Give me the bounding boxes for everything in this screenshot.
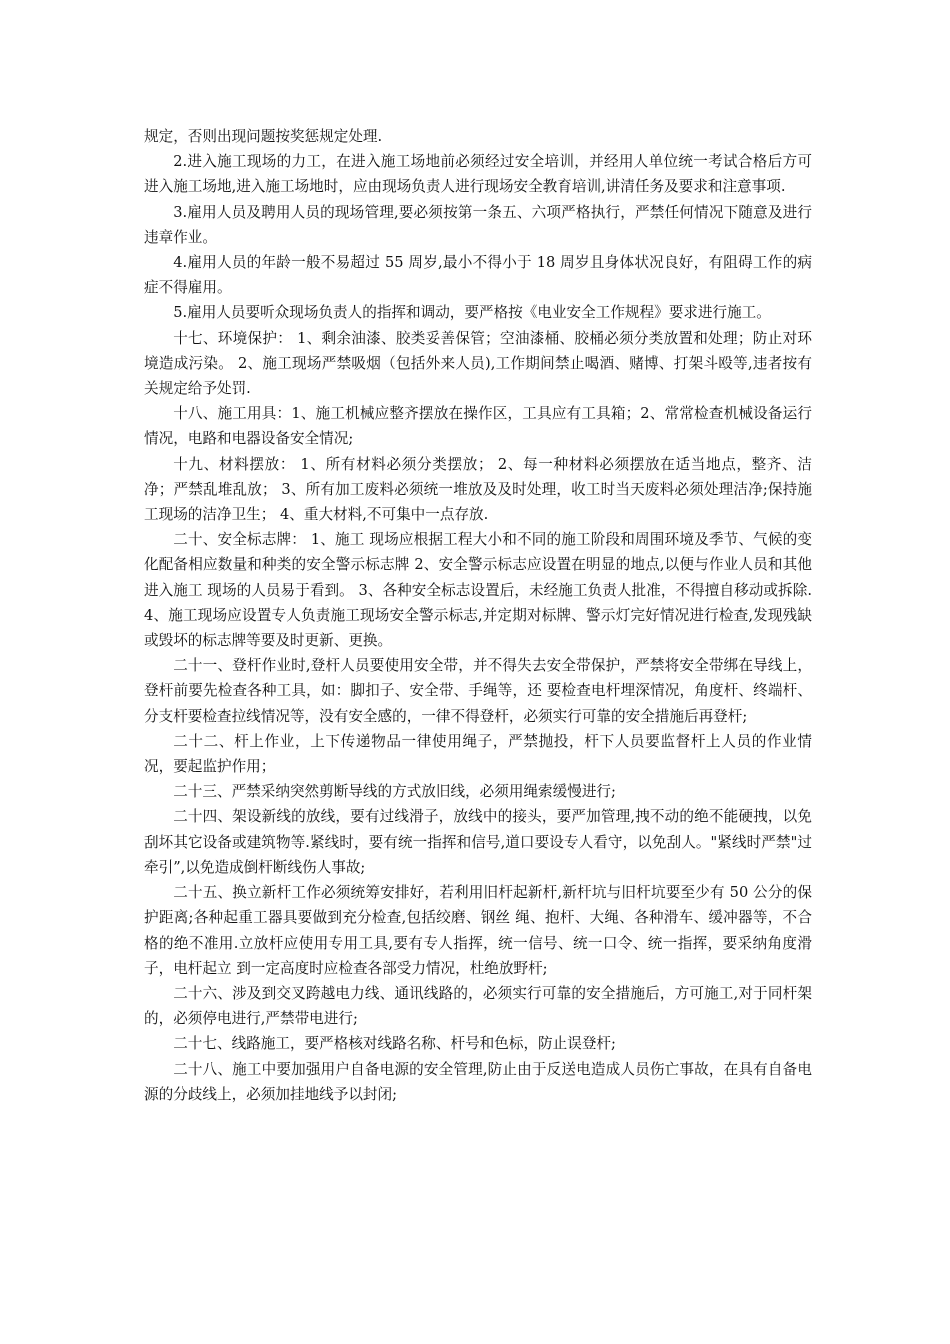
paragraph-item-3: 3.雇用人员及聘用人员的现场管理,要必须按第一条五、六项严格执行，严禁任何情况下随意及进行违章作业。 (144, 203, 812, 246)
document-page (144, 124, 812, 1107)
paragraph-section-18: 十八、施工用具：1、施工机械应整齐摆放在操作区，工具应有工具箱；2、常常检查机械设备运行情况，电路和电器设备安全情况; (144, 405, 812, 448)
paragraph-section-21: 二十一、登杆作业时,登杆人员要使用安全带，并不得失去安全带保护，严禁将安全带绑在导线上，登杆前要先检查各种工具，如：脚扣子、安全带、手绳等，还 要检查电杆埋深情况，角度杆、终端杆、分支杆要检查拉线情况等，没有安全感的，一律不得登杆，必须实行可靠的安全措施后再登杆; (144, 657, 812, 725)
paragraph-item-2: 2.进入施工现场的力工，在进入施工场地前必须经过安全培训，并经用人单位统一考试合格后方可进入施工场地,进入施工场地时，应由现场负责人进行现场安全教育培训,讲清任务及要求和注意事项. (144, 153, 812, 196)
paragraph-section-27: 二十七、线路施工，要严格核对线路名称、杆号和色标，防止误登杆; (173, 1035, 616, 1053)
paragraph-continuation: 规定，否则出现问题按奖惩规定处理. (144, 128, 383, 145)
paragraph-section-26: 二十六、涉及到交叉跨越电力线、通讯线路的，必须实行可靠的安全措施后，方可施工,对于同杆架的，必须停电进行,严禁带电进行; (144, 984, 812, 1028)
paragraph-item-5: 5.雇用人员要听众现场负责人的指挥和调动，要严格按《电业安全工作规程》要求进行施工。 (173, 304, 771, 322)
paragraph-section-23: 二十三、严禁采纳突然剪断导线的方式放旧线，必须用绳索缓慢进行; (173, 783, 616, 801)
paragraph-section-22: 二十二、杆上作业，上下传递物品一律使用绳子，严禁抛投，杆下人员要监督杆上人员的作业情况，要起监护作用； (144, 732, 812, 776)
paragraph-section-20: 二十、安全标志牌： 1、施工 现场应根据工程大小和不同的施工阶段和周围环境及季节、气候的变化配备相应数量和种类的安全警示标志牌 2、安全警示标志应设置在明显的地点,以便与作业人员和其他进入施工 现场的人员易于看到。 3、各种安全标志设置后，未经施工负责人批准，不得擅自移动或拆除. 4、施工现场应设置专人负责施工现场安全警示标志,并定期对标牌、警示灯完好情况进行检查,发现残缺或毁坏的标志牌等要及时更新、更换。 (144, 531, 812, 650)
paragraph-section-17: 十七、环境保护： 1、剩余油漆、胶类妥善保管；空油漆桶、胶桶必须分类放置和处理；防止对环境造成污染。 2、施工现场严禁吸烟（包括外来人员),工作期间禁止喝酒、赌博、打架斗殴等,违者按有关规定给予处罚. (144, 329, 812, 398)
paragraph-section-28: 二十八、施工中要加强用户自备电源的安全管理,防止由于反送电造成人员伤亡事故，在具有自备电源的分歧线上，必须加挂地线予以封闭; (144, 1060, 812, 1103)
paragraph-item-4: 4.雇用人员的年龄一般不易超过 55 周岁,最小不得小于 18 周岁且身体状况良好，有阻碍工作的病症不得雇用。 (144, 254, 812, 297)
paragraph-section-24: 二十四、架设新线的放线，要有过线滑子，放线中的接头，要严加管理,拽不动的绝不能硬拽，以免刮坏其它设备或建筑物等.紧线时，要有统一指挥和信号,道口要设专人看守，以免刮人。"紧线时严禁"过牵引”,以免造成倒杆断线伤人事故; (144, 808, 812, 876)
paragraph-section-19: 十九、材料摆放： 1、所有材料必须分类摆放； 2、每一种材料必须摆放在适当地点，整齐、洁净；严禁乱堆乱放； 3、所有加工废料必须统一堆放及及时处理，收工时当天废料必须处理洁净;保持施工现场的洁净卫生； 4、重大材料,不可集中一点存放. (144, 455, 812, 524)
paragraph-section-25: 二十五、换立新杆工作必须统筹安排好，若利用旧杆起新杆,新杆坑与旧杆坑要至少有 50 公分的保护距离;各种起重工器具要做到充分检查,包括绞磨、钢丝 绳、抱杆、大绳、各种滑车、缓冲器等，不合格的绝不准用.立放杆应使用专用工具,要有专人指挥，统一信号、统一口令、统一指挥，要采纳角度滑子，电杆起立 到一定高度时应检查各部受力情况，杜绝放野杆; (144, 884, 812, 977)
